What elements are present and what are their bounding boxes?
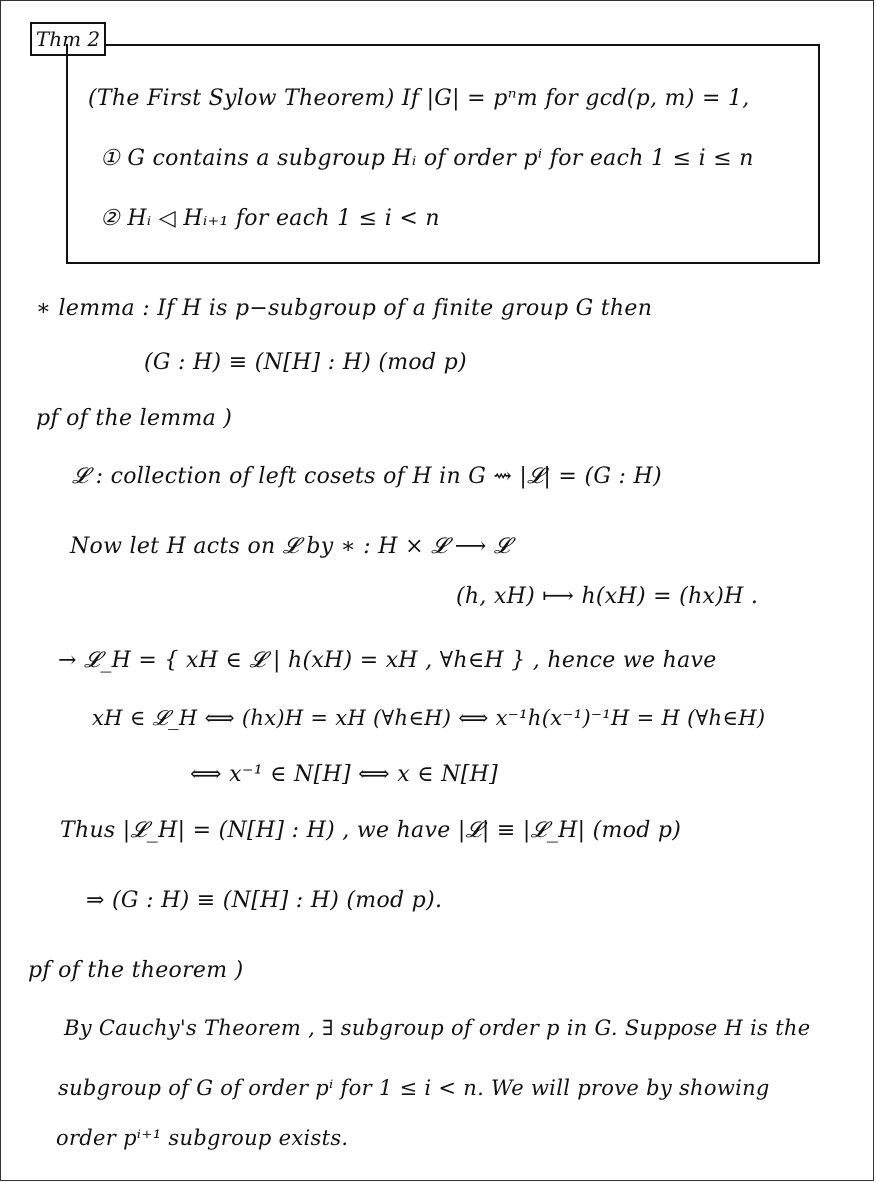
theorem-proof-line-3: order pⁱ⁺¹ subgroup exists. (56, 1126, 349, 1150)
theorem-item-2: ② Hᵢ ◁ Hᵢ₊₁ for each 1 ≤ i < n (100, 206, 440, 231)
lemma-proof-line-7: Thus |𝓛_H| = (N[H] : H) , we have |𝓛| ≡ |𝓛_H| (mod p) (60, 818, 682, 843)
lemma-statement: ∗ lemma : If H is p−subgroup of a finite group G then (36, 296, 653, 321)
theorem-item-1: ① G contains a subgroup Hᵢ of order pⁱ for each 1 ≤ i ≤ n (100, 146, 754, 171)
theorem-proof-heading: pf of the theorem ) (28, 958, 244, 983)
lemma-proof-line-5: xH ∈ 𝓛_H ⟺ (hx)H = xH (∀h∈H) ⟺ x⁻¹h(x⁻¹)⁻¹H = H (∀h∈H) (92, 706, 766, 730)
lemma-formula: (G : H) ≡ (N[H] : H) (mod p) (144, 350, 467, 375)
lemma-proof-line-3: (h, xH) ⟼ h(xH) = (hx)H . (456, 584, 759, 609)
lemma-proof-line-1: 𝓛 : collection of left cosets of H in G ⇝ |𝓛| = (G : H) (72, 464, 662, 489)
lemma-proof-heading: pf of the lemma ) (36, 406, 233, 431)
theorem-statement: (The First Sylow Theorem) If |G| = pⁿm for gcd(p, m) = 1, (88, 86, 750, 111)
lemma-proof-line-8: ⇒ (G : H) ≡ (N[H] : H) (mod p). (86, 888, 443, 913)
theorem-proof-line-2: subgroup of G of order pⁱ for 1 ≤ i < n. We will prove by showing (58, 1076, 770, 1100)
theorem-proof-line-1: By Cauchy's Theorem , ∃ subgroup of order p in G. Suppose H is the (64, 1016, 811, 1040)
theorem-tag: Thm 2 (30, 22, 106, 56)
lemma-proof-line-6: ⟺ x⁻¹ ∈ N[H] ⟺ x ∈ N[H] (190, 762, 498, 787)
lemma-proof-line-4: → 𝓛_H = { xH ∈ 𝓛 | h(xH) = xH , ∀h∈H } , hence we have (58, 648, 717, 673)
lemma-proof-line-2: Now let H acts on 𝓛 by ∗ : H × 𝓛 ⟶ 𝓛 (70, 534, 511, 559)
